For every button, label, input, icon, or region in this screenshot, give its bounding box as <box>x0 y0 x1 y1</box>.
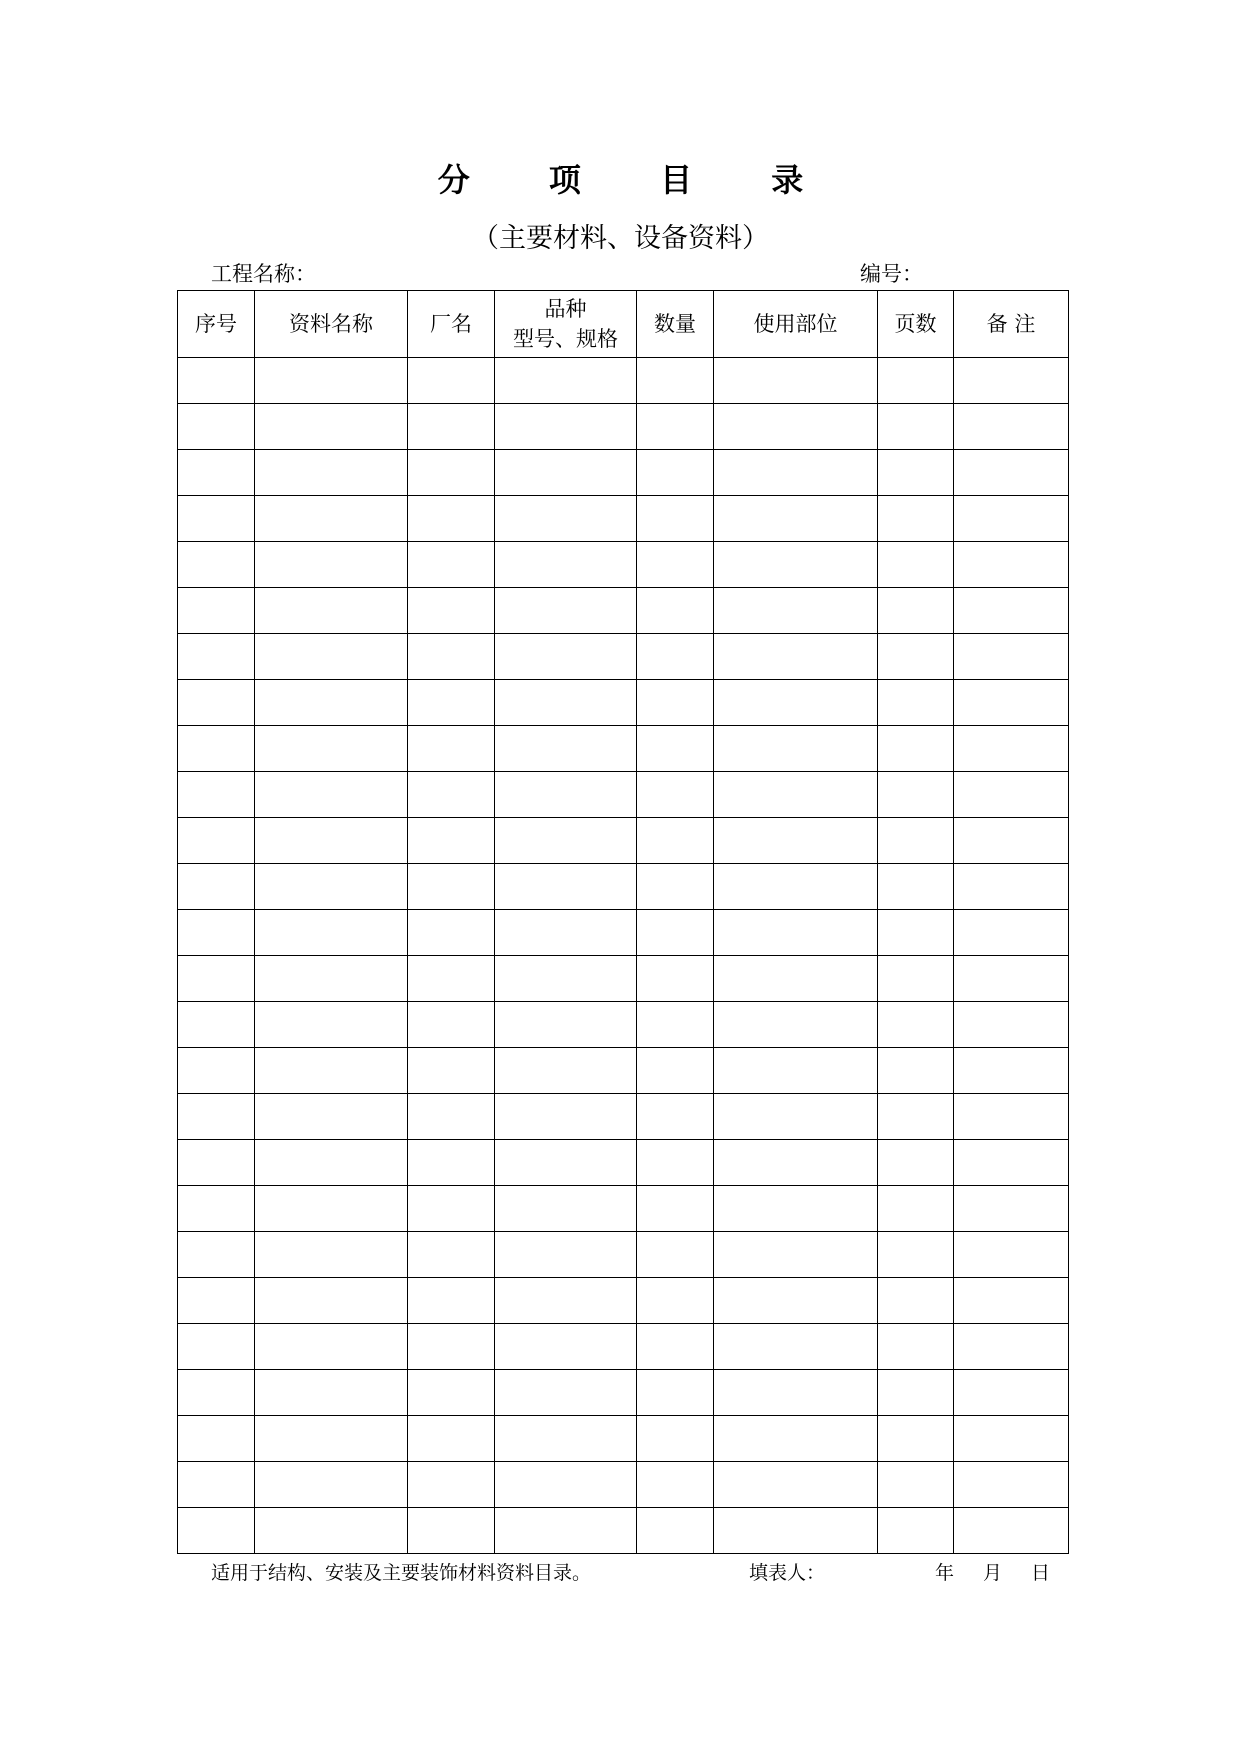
table-row <box>178 1140 1069 1186</box>
header-variety-line2: 型号、规格 <box>513 327 618 351</box>
cell-material-name[interactable] <box>255 1278 408 1324</box>
cell-page-count[interactable] <box>878 910 954 956</box>
cell-variety-spec[interactable] <box>495 1416 637 1462</box>
cell-quantity[interactable] <box>637 1508 714 1554</box>
table-row <box>178 726 1069 772</box>
cell-quantity[interactable] <box>637 1416 714 1462</box>
table-row <box>178 1094 1069 1140</box>
cell-material-name[interactable] <box>255 1048 408 1094</box>
cell-seq[interactable] <box>178 1324 255 1370</box>
cell-page-count[interactable] <box>878 1278 954 1324</box>
cell-usage-location[interactable] <box>714 450 878 496</box>
cell-page-count[interactable] <box>878 818 954 864</box>
date-year-label: 年 <box>935 1562 955 1584</box>
cell-quantity[interactable] <box>637 772 714 818</box>
cell-page-count[interactable] <box>878 542 954 588</box>
table-row <box>178 450 1069 496</box>
cell-usage-location[interactable] <box>714 1278 878 1324</box>
header-variety-line1: 品种 <box>544 297 587 321</box>
cell-variety-spec[interactable] <box>495 358 637 404</box>
cell-seq[interactable] <box>178 1094 255 1140</box>
cell-seq[interactable] <box>178 1140 255 1186</box>
cell-manufacturer[interactable] <box>408 1508 495 1554</box>
date-day-label: 日 <box>1031 1562 1051 1584</box>
cell-page-count[interactable] <box>878 1002 954 1048</box>
cell-usage-location[interactable] <box>714 588 878 634</box>
cell-quantity[interactable] <box>637 1186 714 1232</box>
cell-quantity[interactable] <box>637 588 714 634</box>
cell-material-name[interactable] <box>255 1462 408 1508</box>
cell-page-count[interactable] <box>878 1508 954 1554</box>
cell-remarks[interactable] <box>954 818 1069 864</box>
page-subtitle: （主要材料、设备资料） <box>472 223 769 254</box>
project-name-label: 工程名称： <box>211 262 316 286</box>
header-seq: 序号 <box>178 291 255 358</box>
cell-variety-spec[interactable] <box>495 1370 637 1416</box>
cell-material-name[interactable] <box>255 634 408 680</box>
cell-page-count[interactable] <box>878 634 954 680</box>
cell-manufacturer[interactable] <box>408 956 495 1002</box>
footer-date <box>935 1560 1050 1586</box>
cell-manufacturer[interactable] <box>408 358 495 404</box>
cell-usage-location[interactable] <box>714 772 878 818</box>
cell-page-count[interactable] <box>878 1232 954 1278</box>
cell-quantity[interactable] <box>637 634 714 680</box>
cell-quantity[interactable] <box>637 910 714 956</box>
cell-quantity[interactable] <box>637 542 714 588</box>
cell-material-name[interactable] <box>255 818 408 864</box>
cell-page-count[interactable] <box>878 588 954 634</box>
cell-seq[interactable] <box>178 1186 255 1232</box>
cell-quantity[interactable] <box>637 864 714 910</box>
table-row <box>178 772 1069 818</box>
cell-manufacturer[interactable] <box>408 1232 495 1278</box>
cell-remarks[interactable] <box>954 634 1069 680</box>
cell-page-count[interactable] <box>878 1094 954 1140</box>
cell-manufacturer[interactable] <box>408 404 495 450</box>
cell-remarks[interactable] <box>954 1278 1069 1324</box>
cell-variety-spec[interactable] <box>495 818 637 864</box>
cell-remarks[interactable] <box>954 1416 1069 1462</box>
cell-remarks[interactable] <box>954 680 1069 726</box>
cell-remarks[interactable] <box>954 358 1069 404</box>
cell-variety-spec[interactable] <box>495 680 637 726</box>
cell-material-name[interactable] <box>255 864 408 910</box>
cell-page-count[interactable] <box>878 772 954 818</box>
cell-variety-spec[interactable] <box>495 1094 637 1140</box>
cell-manufacturer[interactable] <box>408 1278 495 1324</box>
cell-usage-location[interactable] <box>714 956 878 1002</box>
cell-material-name[interactable] <box>255 680 408 726</box>
cell-page-count[interactable] <box>878 1186 954 1232</box>
cell-seq[interactable] <box>178 588 255 634</box>
cell-usage-location[interactable] <box>714 1002 878 1048</box>
cell-manufacturer[interactable] <box>408 1094 495 1140</box>
table-body <box>178 358 1069 1554</box>
footer-note: 适用于结构、安装及主要装饰材料资料目录。 <box>211 1562 592 1584</box>
header-remarks: 备 注 <box>954 291 1069 358</box>
table-row <box>178 542 1069 588</box>
cell-page-count[interactable] <box>878 864 954 910</box>
cell-remarks[interactable] <box>954 956 1069 1002</box>
cell-page-count[interactable] <box>878 496 954 542</box>
catalog-table <box>177 290 1069 1554</box>
table-row <box>178 404 1069 450</box>
table-row <box>178 1370 1069 1416</box>
cell-seq[interactable] <box>178 680 255 726</box>
cell-variety-spec[interactable] <box>495 634 637 680</box>
cell-variety-spec[interactable] <box>495 450 637 496</box>
header-quantity: 数量 <box>637 291 714 358</box>
cell-material-name[interactable] <box>255 1508 408 1554</box>
cell-material-name[interactable] <box>255 1186 408 1232</box>
cell-seq[interactable] <box>178 450 255 496</box>
cell-quantity[interactable] <box>637 726 714 772</box>
header-material-name: 资料名称 <box>255 291 408 358</box>
cell-seq[interactable] <box>178 818 255 864</box>
cell-quantity[interactable] <box>637 1278 714 1324</box>
table-row <box>178 864 1069 910</box>
cell-material-name[interactable] <box>255 450 408 496</box>
cell-seq[interactable] <box>178 772 255 818</box>
table-row <box>178 818 1069 864</box>
header-usage-location: 使用部位 <box>714 291 878 358</box>
table-row <box>178 496 1069 542</box>
cell-remarks[interactable] <box>954 1508 1069 1554</box>
cell-seq[interactable] <box>178 1416 255 1462</box>
cell-usage-location[interactable] <box>714 496 878 542</box>
cell-material-name[interactable] <box>255 1324 408 1370</box>
cell-page-count[interactable] <box>878 1048 954 1094</box>
cell-quantity[interactable] <box>637 1002 714 1048</box>
cell-material-name[interactable] <box>255 910 408 956</box>
table-row <box>178 1508 1069 1554</box>
cell-manufacturer[interactable] <box>408 1186 495 1232</box>
cell-quantity[interactable] <box>637 1094 714 1140</box>
table-row <box>178 1186 1069 1232</box>
cell-usage-location[interactable] <box>714 910 878 956</box>
cell-remarks[interactable] <box>954 588 1069 634</box>
cell-page-count[interactable] <box>878 956 954 1002</box>
table-row <box>178 1416 1069 1462</box>
cell-manufacturer[interactable] <box>408 1048 495 1094</box>
cell-manufacturer[interactable] <box>408 680 495 726</box>
table-header <box>178 291 1069 358</box>
header-manufacturer: 厂名 <box>408 291 495 358</box>
cell-page-count[interactable] <box>878 1370 954 1416</box>
cell-variety-spec[interactable] <box>495 588 637 634</box>
cell-manufacturer[interactable] <box>408 864 495 910</box>
cell-quantity[interactable] <box>637 956 714 1002</box>
cell-seq[interactable] <box>178 634 255 680</box>
cell-page-count[interactable] <box>878 1416 954 1462</box>
cell-remarks[interactable] <box>954 1140 1069 1186</box>
cell-remarks[interactable] <box>954 404 1069 450</box>
cell-manufacturer[interactable] <box>408 1370 495 1416</box>
cell-manufacturer[interactable] <box>408 1140 495 1186</box>
cell-material-name[interactable] <box>255 1002 408 1048</box>
table-row <box>178 1324 1069 1370</box>
cell-manufacturer[interactable] <box>408 496 495 542</box>
cell-manufacturer[interactable] <box>408 588 495 634</box>
cell-material-name[interactable] <box>255 772 408 818</box>
table-row <box>178 634 1069 680</box>
cell-usage-location[interactable] <box>714 542 878 588</box>
cell-manufacturer[interactable] <box>408 726 495 772</box>
table-row <box>178 1232 1069 1278</box>
cell-page-count[interactable] <box>878 404 954 450</box>
cell-quantity[interactable] <box>637 1370 714 1416</box>
cell-remarks[interactable] <box>954 1370 1069 1416</box>
cell-material-name[interactable] <box>255 496 408 542</box>
cell-seq[interactable] <box>178 496 255 542</box>
cell-manufacturer[interactable] <box>408 910 495 956</box>
cell-material-name[interactable] <box>255 404 408 450</box>
table-row <box>178 680 1069 726</box>
cell-manufacturer[interactable] <box>408 772 495 818</box>
cell-remarks[interactable] <box>954 542 1069 588</box>
cell-usage-location[interactable] <box>714 818 878 864</box>
cell-usage-location[interactable] <box>714 1508 878 1554</box>
cell-seq[interactable] <box>178 358 255 404</box>
cell-quantity[interactable] <box>637 404 714 450</box>
cell-remarks[interactable] <box>954 772 1069 818</box>
cell-remarks[interactable] <box>954 864 1069 910</box>
cell-usage-location[interactable] <box>714 1416 878 1462</box>
cell-seq[interactable] <box>178 1462 255 1508</box>
cell-material-name[interactable] <box>255 1140 408 1186</box>
cell-remarks[interactable] <box>954 910 1069 956</box>
cell-variety-spec[interactable] <box>495 542 637 588</box>
cell-seq[interactable] <box>178 864 255 910</box>
cell-page-count[interactable] <box>878 1462 954 1508</box>
cell-manufacturer[interactable] <box>408 1002 495 1048</box>
cell-page-count[interactable] <box>878 1140 954 1186</box>
cell-remarks[interactable] <box>954 1324 1069 1370</box>
cell-material-name[interactable] <box>255 1370 408 1416</box>
cell-material-name[interactable] <box>255 542 408 588</box>
cell-page-count[interactable] <box>878 450 954 496</box>
header-variety-spec <box>495 291 637 358</box>
cell-usage-location[interactable] <box>714 726 878 772</box>
cell-manufacturer[interactable] <box>408 542 495 588</box>
cell-material-name[interactable] <box>255 1094 408 1140</box>
cell-variety-spec[interactable] <box>495 772 637 818</box>
table-row <box>178 1002 1069 1048</box>
cell-quantity[interactable] <box>637 680 714 726</box>
serial-number-label: 编号： <box>860 262 923 286</box>
cell-variety-spec[interactable] <box>495 956 637 1002</box>
cell-usage-location[interactable] <box>714 1232 878 1278</box>
cell-usage-location[interactable] <box>714 1324 878 1370</box>
cell-variety-spec[interactable] <box>495 910 637 956</box>
cell-variety-spec[interactable] <box>495 1324 637 1370</box>
date-month-label: 月 <box>983 1562 1003 1584</box>
cell-material-name[interactable] <box>255 1232 408 1278</box>
cell-material-name[interactable] <box>255 956 408 1002</box>
cell-page-count[interactable] <box>878 680 954 726</box>
cell-variety-spec[interactable] <box>495 1278 637 1324</box>
cell-seq[interactable] <box>178 404 255 450</box>
table-row <box>178 358 1069 404</box>
cell-usage-location[interactable] <box>714 404 878 450</box>
cell-manufacturer[interactable] <box>408 818 495 864</box>
cell-variety-spec[interactable] <box>495 1232 637 1278</box>
cell-seq[interactable] <box>178 1048 255 1094</box>
cell-seq[interactable] <box>178 726 255 772</box>
cell-page-count[interactable] <box>878 1324 954 1370</box>
cell-seq[interactable] <box>178 1278 255 1324</box>
cell-variety-spec[interactable] <box>495 1186 637 1232</box>
table-row <box>178 1462 1069 1508</box>
cell-variety-spec[interactable] <box>495 1140 637 1186</box>
cell-variety-spec[interactable] <box>495 1508 637 1554</box>
table-row <box>178 956 1069 1002</box>
cell-variety-spec[interactable] <box>495 726 637 772</box>
cell-manufacturer[interactable] <box>408 1462 495 1508</box>
cell-quantity[interactable] <box>637 1462 714 1508</box>
cell-variety-spec[interactable] <box>495 404 637 450</box>
cell-seq[interactable] <box>178 1232 255 1278</box>
header-page-count: 页数 <box>878 291 954 358</box>
cell-usage-location[interactable] <box>714 864 878 910</box>
page-title: 分 项 目 录 <box>437 161 838 199</box>
cell-quantity[interactable] <box>637 1048 714 1094</box>
cell-variety-spec[interactable] <box>495 1048 637 1094</box>
cell-quantity[interactable] <box>637 358 714 404</box>
cell-remarks[interactable] <box>954 496 1069 542</box>
cell-usage-location[interactable] <box>714 1462 878 1508</box>
cell-material-name[interactable] <box>255 588 408 634</box>
cell-manufacturer[interactable] <box>408 634 495 680</box>
cell-variety-spec[interactable] <box>495 1462 637 1508</box>
cell-remarks[interactable] <box>954 1002 1069 1048</box>
cell-remarks[interactable] <box>954 1232 1069 1278</box>
cell-seq[interactable] <box>178 542 255 588</box>
cell-manufacturer[interactable] <box>408 1416 495 1462</box>
cell-material-name[interactable] <box>255 1416 408 1462</box>
cell-variety-spec[interactable] <box>495 1002 637 1048</box>
cell-usage-location[interactable] <box>714 1048 878 1094</box>
cell-remarks[interactable] <box>954 1186 1069 1232</box>
cell-material-name[interactable] <box>255 726 408 772</box>
cell-remarks[interactable] <box>954 450 1069 496</box>
cell-usage-location[interactable] <box>714 1094 878 1140</box>
cell-usage-location[interactable] <box>714 1370 878 1416</box>
cell-quantity[interactable] <box>637 450 714 496</box>
cell-seq[interactable] <box>178 956 255 1002</box>
cell-variety-spec[interactable] <box>495 496 637 542</box>
cell-manufacturer[interactable] <box>408 1324 495 1370</box>
filler-label: 填表人： <box>749 1562 826 1584</box>
cell-quantity[interactable] <box>637 1324 714 1370</box>
cell-remarks[interactable] <box>954 1094 1069 1140</box>
cell-usage-location[interactable] <box>714 1186 878 1232</box>
table-row <box>178 1048 1069 1094</box>
cell-remarks[interactable] <box>954 1462 1069 1508</box>
cell-page-count[interactable] <box>878 726 954 772</box>
cell-material-name[interactable] <box>255 358 408 404</box>
cell-quantity[interactable] <box>637 496 714 542</box>
cell-remarks[interactable] <box>954 726 1069 772</box>
cell-usage-location[interactable] <box>714 358 878 404</box>
cell-quantity[interactable] <box>637 1232 714 1278</box>
cell-quantity[interactable] <box>637 818 714 864</box>
table-row <box>178 910 1069 956</box>
cell-seq[interactable] <box>178 1508 255 1554</box>
cell-seq[interactable] <box>178 910 255 956</box>
cell-usage-location[interactable] <box>714 634 878 680</box>
cell-usage-location[interactable] <box>714 1140 878 1186</box>
cell-manufacturer[interactable] <box>408 450 495 496</box>
cell-seq[interactable] <box>178 1370 255 1416</box>
cell-quantity[interactable] <box>637 1140 714 1186</box>
cell-remarks[interactable] <box>954 1048 1069 1094</box>
cell-variety-spec[interactable] <box>495 864 637 910</box>
table-row <box>178 1278 1069 1324</box>
cell-usage-location[interactable] <box>714 680 878 726</box>
table-row <box>178 588 1069 634</box>
cell-page-count[interactable] <box>878 358 954 404</box>
cell-seq[interactable] <box>178 1002 255 1048</box>
